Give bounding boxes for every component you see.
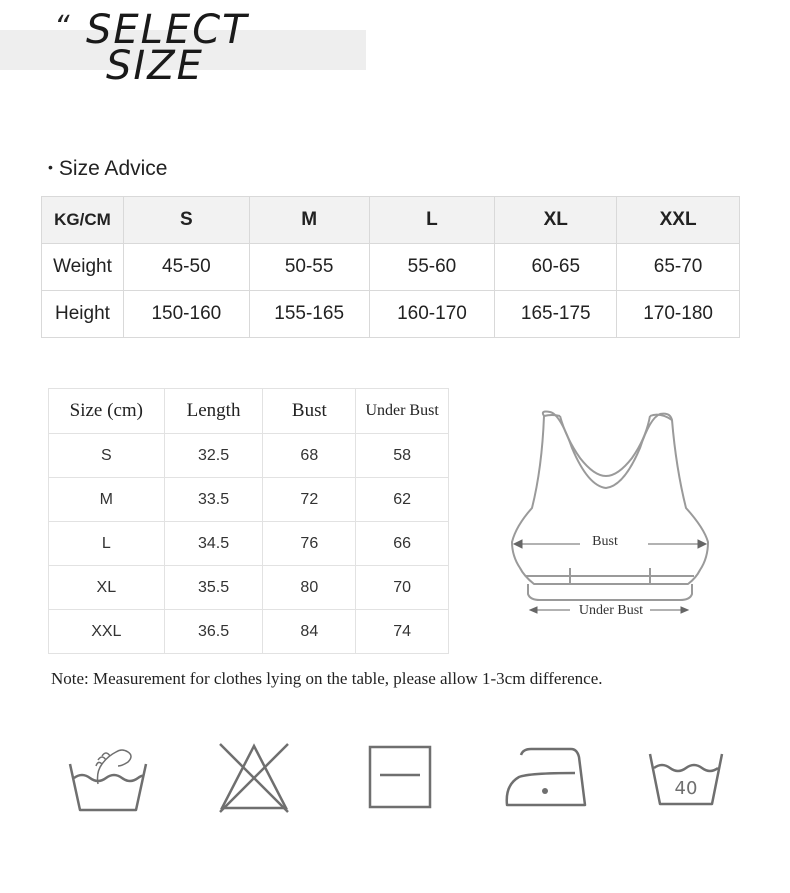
table-cell: 65-70	[617, 244, 740, 291]
column-header: Bust	[263, 389, 356, 434]
table-cell: XL	[49, 566, 165, 610]
table-cell: 36.5	[164, 610, 263, 654]
table-cell: 150-160	[123, 291, 249, 338]
table-cell: 50-55	[249, 244, 369, 291]
bullet-icon: •	[48, 159, 53, 175]
measurement-header-row	[49, 389, 449, 434]
table-cell: 72	[263, 478, 356, 522]
table-cell: 84	[263, 610, 356, 654]
size-advice-heading	[48, 157, 167, 181]
page-title-line-2: SIZE	[106, 43, 204, 89]
wash-40-icon	[648, 752, 724, 806]
table-cell: 33.5	[164, 478, 263, 522]
sports-bra-diagram	[500, 408, 720, 623]
wash-temperature-label: 40	[674, 778, 698, 799]
table-cell: S	[49, 434, 165, 478]
size-header: L	[369, 197, 495, 244]
size-header: M	[249, 197, 369, 244]
table-cell: 155-165	[249, 291, 369, 338]
table-cell: 55-60	[369, 244, 495, 291]
column-header: Size (cm)	[49, 389, 165, 434]
table-cell: 70	[356, 566, 449, 610]
weight-row	[42, 244, 740, 291]
table-cell: M	[49, 478, 165, 522]
table-cell: 74	[356, 610, 449, 654]
column-header: Under Bust	[356, 389, 449, 434]
tumble-dry-flat-icon	[368, 745, 432, 809]
table-row	[49, 566, 449, 610]
iron-low-icon	[503, 745, 587, 809]
table-cell: 60-65	[495, 244, 617, 291]
table-cell: 170-180	[617, 291, 740, 338]
table-row	[49, 610, 449, 654]
table-cell: 62	[356, 478, 449, 522]
size-advice-title: Size Advice	[58, 157, 168, 180]
table-cell: 76	[263, 522, 356, 566]
page-title-line-1: SELECT	[86, 7, 249, 53]
do-not-bleach-icon	[218, 742, 290, 814]
table-cell: 45-50	[123, 244, 249, 291]
under-bust-label: Under Bust	[578, 603, 644, 618]
measurement-note: Note: Measurement for clothes lying on the table, please allow 1-3cm difference.	[51, 669, 603, 688]
table-cell: 32.5	[164, 434, 263, 478]
size-header: XL	[495, 197, 617, 244]
table-cell: 80	[263, 566, 356, 610]
title-quote-mark: “	[54, 10, 70, 45]
table-cell: 34.5	[164, 522, 263, 566]
size-header: S	[123, 197, 249, 244]
table-cell: 160-170	[369, 291, 495, 338]
table-row	[49, 478, 449, 522]
table-cell: 165-175	[495, 291, 617, 338]
row-label: Height	[42, 291, 124, 338]
size-advice-header-row	[42, 197, 740, 244]
measurement-table	[48, 388, 449, 654]
height-row	[42, 291, 740, 338]
table-cell: 58	[356, 434, 449, 478]
hand-wash-icon	[68, 742, 148, 814]
row-label: Weight	[42, 244, 124, 291]
column-header: Length	[164, 389, 263, 434]
table-row	[49, 434, 449, 478]
table-cell: L	[49, 522, 165, 566]
size-header: XXL	[617, 197, 740, 244]
table-cell: 35.5	[164, 566, 263, 610]
table-cell: 66	[356, 522, 449, 566]
table-cell: 68	[263, 434, 356, 478]
table-cell: XXL	[49, 610, 165, 654]
table-row	[49, 522, 449, 566]
bust-label: Bust	[592, 534, 618, 549]
size-advice-table	[41, 196, 740, 338]
corner-label: KG/CM	[42, 197, 124, 244]
